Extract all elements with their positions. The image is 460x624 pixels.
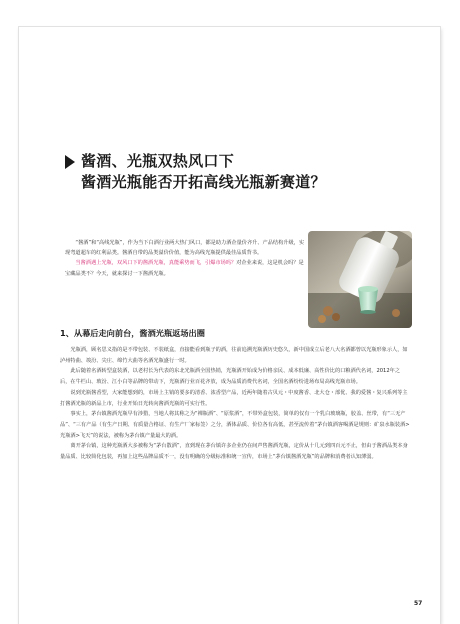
headline (81, 151, 440, 193)
section-heading: 1、从幕后走向前台，酱酒光瓶返场出圈 (60, 328, 205, 338)
magazine-page (19, 27, 440, 624)
headline-line-1: 酱酒、光瓶双热风口下 (81, 152, 235, 170)
intro-highlight: 当酱酒遇上光瓶，双风口下的酱酒光瓶，真能乘势而飞，引爆市场吗？ (75, 260, 237, 267)
body-paragraph: 事实上，茅台镇酱酒光瓶早有涉猎，当地人将其称之为“裸瓶酒”、“原浆酒”，不带外盒包装，简单的仅有一个乳白玻璃瓶，胶盖、丝带，有“三无产品”、“三有产品（有生产日期、有质量合格证、有生产厂家标签）之分，酒体品质、价位各有高低，甚至流传着“茅台镇酒客喝酒是规则：矿泉水瓶装酒>光瓶酒>飞天”的说法，被称为茅台镇产量最大的酒。 (60, 411, 410, 439)
play-triangle-icon (65, 155, 75, 169)
intro-paragraph-1: “酱酒”和“高线光瓶”，作为当下白酒行业两大热门风口，都是助力酒企量价齐升、产品结构升级，实现弯道超车的红利品类。酱酒自带的品类溢价价值，能为高线光瓶提供最佳品质背书。 (65, 240, 305, 257)
intro-paragraph-2 (65, 258, 305, 278)
product-photo (308, 231, 412, 328)
body-paragraph: 离开茅台镇，这种光瓶酒大多被称为“茅台散酒”，直到现在茅台镇许多企业仍在间声售酱酒光瓶，定价从十几元到四百元不止，但由于酱酒品类本身量品质、比较简化包装，再加上这些品牌品质不一，没有明确的分级标准和统一宣传，市场上“茅台镇酱酒光瓶”的品牌和消费者认知薄弱。 (60, 443, 408, 461)
liquor-bottle-image (308, 231, 412, 328)
body-paragraph: 说到光瓶酱香型，大家能想到的，市场上主销的要多的清香、浓香型产品，近两年随着古贝元・中度酱香、北大仓・部优、我的爱酱・复兴系列等主打酱酒光瓶的新品上市，行业开始日光转向酱酒光瓶的可实行性。 (60, 389, 408, 407)
body-text (60, 345, 410, 463)
body-paragraph: 光瓶酒，顾名思义指的是不带包装、不装纸盒，直接能看到瓶子的酒，往前追溯光瓶酒历史悠久，新中国成立后老八大名酒都曾以光瓶形象示人，如泸州特曲、竣汾、尖庄、绵竹大曲等名酒光瓶盛行一时。 (60, 347, 408, 364)
body-paragraph: 此后随着名酒转型盒装酒，以老村长为代表的东北光瓶酒全国热销，光瓶酒开始成为价格亲民、成本低廉、高性价比的口粮酒代名词，2012年之后，在牛栏山、玻汾、江小白等品牌的带动下，光瓶酒行业百花齐放，成为品质消费代名词，全国名酒纷纷进场布局高线光瓶市场。 (60, 368, 401, 386)
intro-text (65, 238, 305, 279)
intro-rest: 对企业来说，这是机会吗？是宝藏品类不？今天，就来探讨一下酱酒光瓶。 (65, 260, 304, 277)
page-number: 57 (414, 600, 423, 607)
headline-line-2: 酱酒光瓶能否开拓高线光瓶新赛道？ (81, 173, 326, 191)
